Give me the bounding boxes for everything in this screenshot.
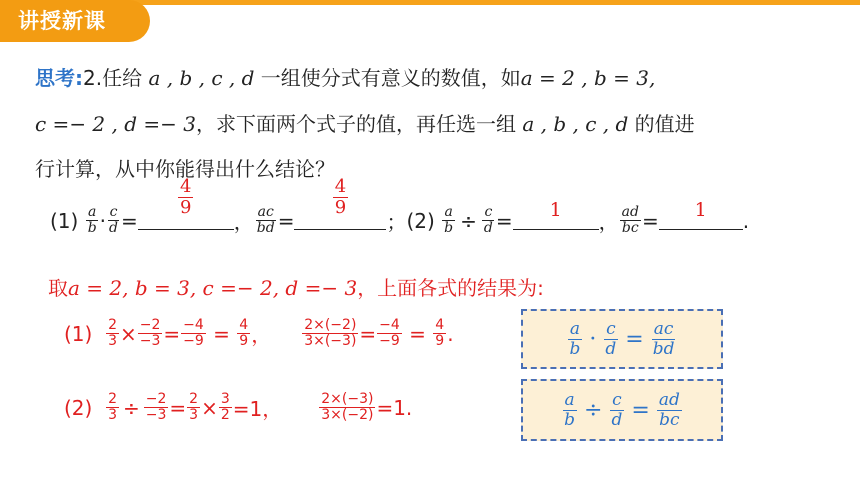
fraction: $\frac{2}{3}$ bbox=[189, 391, 199, 423]
fraction: $\frac{3}{2}$ bbox=[220, 391, 230, 423]
answer-blank-1[interactable] bbox=[138, 176, 234, 230]
fraction: $\frac{c}{d}$ bbox=[109, 204, 118, 236]
punct: ， bbox=[233, 210, 254, 234]
solution-text: ，上面各式的结果为: bbox=[357, 276, 544, 300]
operator: = bbox=[213, 321, 230, 346]
problem-line-3: 行计算，从中你能得出什么结论？ bbox=[35, 157, 335, 181]
operator: · bbox=[99, 208, 107, 233]
problem-text: 2.任给 bbox=[83, 66, 149, 90]
result: =1. bbox=[376, 395, 413, 420]
punct: ， bbox=[251, 323, 272, 347]
operator: · bbox=[589, 326, 597, 352]
var-list: a , b , c , d bbox=[522, 112, 629, 136]
fraction: $\frac{-4}{-9}$ bbox=[183, 317, 204, 349]
fraction: $\frac{a}{b}$ bbox=[564, 389, 576, 430]
given-values: a = 2, b = 3, c =− 2, d =− 3 bbox=[68, 276, 358, 300]
answer-blank-4[interactable] bbox=[659, 199, 743, 230]
punct: ； bbox=[386, 210, 407, 234]
fraction: $\frac{ac}{bd}$ bbox=[652, 318, 675, 359]
answer-blank-2[interactable] bbox=[294, 176, 386, 230]
fraction: $\frac{-4}{-9}$ bbox=[379, 317, 400, 349]
solution-text: 取 bbox=[48, 276, 68, 300]
fraction: $\frac{2}{3}$ bbox=[108, 317, 117, 349]
fraction: $\frac{2\times(-3)}{3\times(-2)}$ bbox=[321, 391, 374, 423]
answer-fraction: $\frac{4}{9}$ bbox=[334, 176, 347, 218]
punct: . bbox=[447, 321, 454, 346]
solution-intro bbox=[48, 272, 544, 301]
part-label: (1) bbox=[64, 321, 93, 346]
result: =1， bbox=[232, 397, 283, 421]
operator: = bbox=[625, 326, 644, 352]
solution-row-1 bbox=[64, 318, 454, 349]
fraction: $\frac{2}{3}$ bbox=[108, 391, 117, 423]
fraction: $\frac{2\times(-2)}{3\times(-3)}$ bbox=[304, 317, 357, 349]
punct: . bbox=[742, 208, 750, 233]
fraction: $\frac{-2}{-3}$ bbox=[139, 317, 161, 349]
operator: = bbox=[163, 321, 181, 346]
solution-row-2 bbox=[64, 392, 412, 423]
operator: × bbox=[119, 321, 137, 346]
punct: ， bbox=[598, 210, 619, 234]
rule-box-division bbox=[521, 379, 723, 441]
answer-blank-3[interactable] bbox=[513, 199, 599, 230]
problem-text: 一组使分式有意义的数值，如 bbox=[254, 66, 521, 90]
given-values: c =− 2 , d =− 3 bbox=[35, 112, 196, 136]
operator: = bbox=[409, 321, 426, 346]
operator: ÷ bbox=[122, 395, 140, 420]
problem-label: 思考: bbox=[35, 66, 83, 90]
fraction: $\frac{a}{b}$ bbox=[87, 204, 97, 236]
answer-value: 1 bbox=[694, 199, 707, 221]
answer-fraction: $\frac{4}{9}$ bbox=[180, 176, 192, 218]
section-title: 讲授新课 bbox=[0, 0, 150, 42]
operator: = bbox=[169, 395, 187, 420]
given-values: a = 2 , b = 3, bbox=[520, 66, 656, 90]
fraction: $\frac{c}{d}$ bbox=[605, 318, 617, 359]
operator: = bbox=[631, 397, 650, 423]
part-label: (2) bbox=[406, 208, 435, 233]
var-list: a , b , c , d bbox=[148, 66, 255, 90]
operator: = bbox=[641, 208, 659, 233]
fraction: $\frac{ad}{bc}$ bbox=[658, 389, 680, 430]
exercise-line bbox=[50, 176, 750, 236]
operator: ÷ bbox=[460, 208, 477, 233]
operator: × bbox=[201, 395, 218, 420]
fraction: $\frac{a}{b}$ bbox=[569, 318, 581, 359]
problem-line-2 bbox=[35, 108, 695, 137]
fraction: $\frac{-2}{-3}$ bbox=[145, 391, 167, 423]
problem-text: 的值进 bbox=[628, 112, 695, 136]
fraction: $\frac{ac}{bd}$ bbox=[256, 204, 275, 236]
rule-box-multiplication bbox=[521, 309, 723, 369]
part-label: (1) bbox=[50, 208, 79, 233]
fraction: $\frac{c}{d}$ bbox=[483, 204, 493, 236]
fraction: $\frac{ad}{bc}$ bbox=[621, 204, 639, 236]
fraction: $\frac{4}{9}$ bbox=[239, 317, 249, 349]
answer-value: 1 bbox=[549, 199, 562, 221]
operator: = bbox=[121, 208, 138, 233]
problem-text: ，求下面两个式子的值，再任选一组 bbox=[196, 112, 523, 136]
operator: = bbox=[495, 208, 513, 233]
fraction: $\frac{4}{9}$ bbox=[435, 317, 445, 349]
operator: = bbox=[277, 208, 295, 233]
part-label: (2) bbox=[64, 395, 93, 420]
operator: = bbox=[359, 321, 377, 346]
problem-line-1 bbox=[35, 62, 655, 91]
fraction: $\frac{c}{d}$ bbox=[611, 389, 623, 430]
fraction: $\frac{a}{b}$ bbox=[444, 204, 454, 236]
operator: ÷ bbox=[584, 397, 603, 423]
